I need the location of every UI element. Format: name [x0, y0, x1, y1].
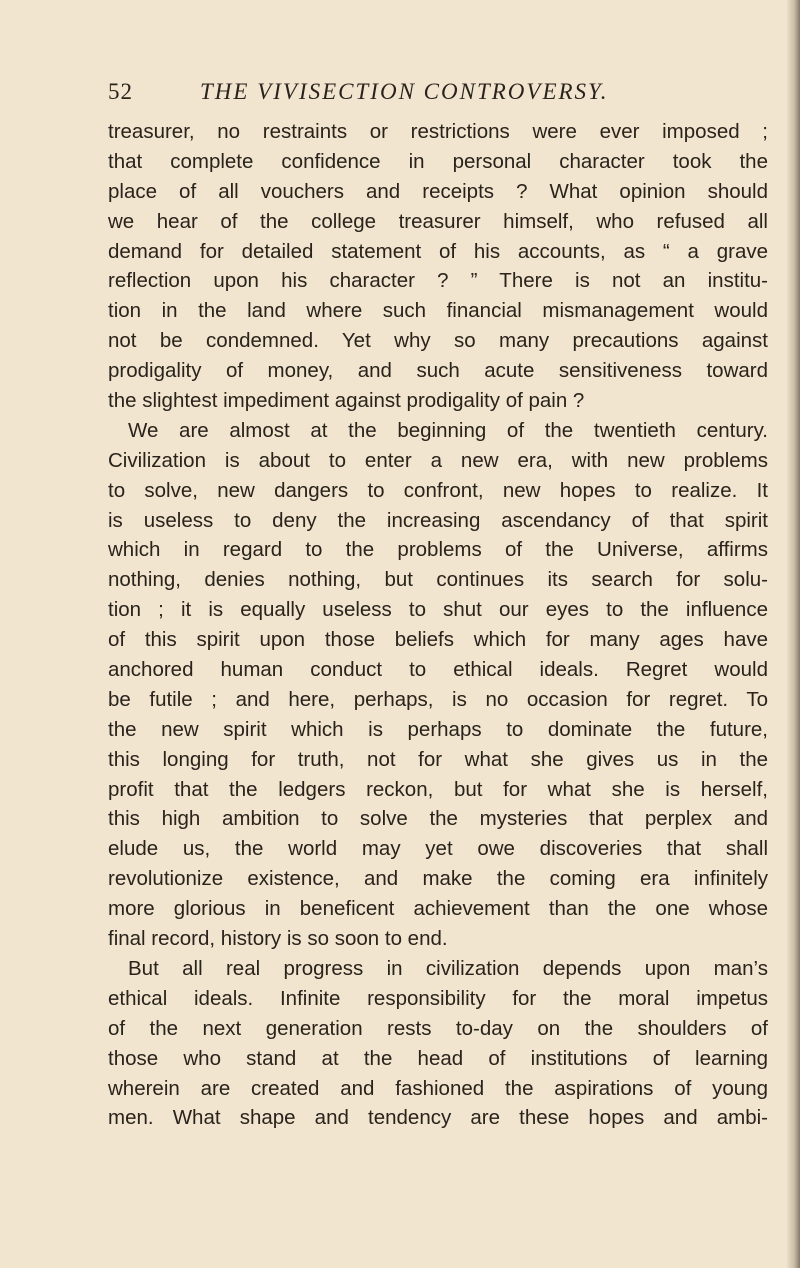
- text-line: more glorious in beneficent achievement than the one whose: [108, 897, 768, 921]
- text-line: wherein are created and fashioned the aspirations of young: [108, 1076, 768, 1100]
- text-line: prodigality of money, and such acute sensitiveness toward: [108, 359, 768, 383]
- text-line: demand for detailed statement of his accounts, as “ a grave: [108, 239, 768, 263]
- text-line: tion ; it is equally useless to shut our eyes to the influence: [108, 598, 768, 622]
- text-line: treasurer, no restraints or restrictions were ever imposed ;: [108, 120, 768, 143]
- text-line: tion in the land where such financial mismanagement would: [108, 299, 768, 323]
- body-text: [108, 117, 768, 1133]
- page-edge-shadow: [786, 0, 800, 1268]
- text-line: ethical ideals. Infinite responsibility for the moral impetus: [108, 986, 768, 1010]
- text-line: We are almost at the beginning of the twentieth century.: [128, 418, 768, 442]
- text-line: nothing, denies nothing, but continues its search for solu-: [108, 568, 768, 592]
- text-line: But all real progress in civilization depends upon man’s: [128, 956, 768, 980]
- text-line: revolutionize existence, and make the coming era infinitely: [108, 867, 768, 891]
- text-line: profit that the ledgers reckon, but for what she is herself,: [108, 777, 768, 801]
- text-line: to solve, new dangers to confront, new hopes to realize. It: [108, 478, 768, 502]
- text-line: place of all vouchers and receipts ? What opinion should: [108, 179, 768, 203]
- paragraph: [108, 416, 768, 954]
- running-head: [108, 79, 758, 113]
- paragraph: [108, 117, 768, 416]
- text-line: of the next generation rests to-day on the shoulders of: [108, 1016, 768, 1040]
- text-line: be futile ; and here, perhaps, is no occasion for regret. To: [108, 687, 768, 711]
- text-line: is useless to deny the increasing ascendancy of that spirit: [108, 508, 768, 532]
- text-line: of this spirit upon those beliefs which for many ages have: [108, 628, 768, 652]
- text-line: we hear of the college treasurer himself, who refused all: [108, 209, 768, 233]
- text-line: the slightest impediment against prodigality of pain ?: [108, 389, 585, 413]
- text-line: reflection upon his character ? ” There is not an institu-: [108, 269, 768, 293]
- running-title: THE VIVISECTION CONTROVERSY.: [200, 79, 609, 104]
- text-line: Civilization is about to enter a new era, with new problems: [108, 448, 768, 472]
- paragraph: [108, 954, 768, 1133]
- text-line: final record, history is so soon to end.: [108, 927, 448, 951]
- text-line: the new spirit which is perhaps to dominate the future,: [108, 717, 768, 741]
- text-line: elude us, the world may yet owe discoveries that shall: [108, 837, 768, 861]
- text-line: anchored human conduct to ethical ideals. Regret would: [108, 658, 768, 682]
- text-line: not be condemned. Yet why so many precautions against: [108, 329, 768, 353]
- text-line: this longing for truth, not for what she gives us in the: [108, 747, 768, 771]
- text-line: men. What shape and tendency are these hopes and ambi-: [108, 1106, 768, 1130]
- text-line: this high ambition to solve the mysteries that perplex and: [108, 807, 768, 831]
- text-line: which in regard to the problems of the Universe, affirms: [108, 538, 768, 562]
- text-line: those who stand at the head of institutions of learning: [108, 1046, 768, 1070]
- text-line: that complete confidence in personal character took the: [108, 149, 768, 173]
- page-number: 52: [108, 79, 133, 104]
